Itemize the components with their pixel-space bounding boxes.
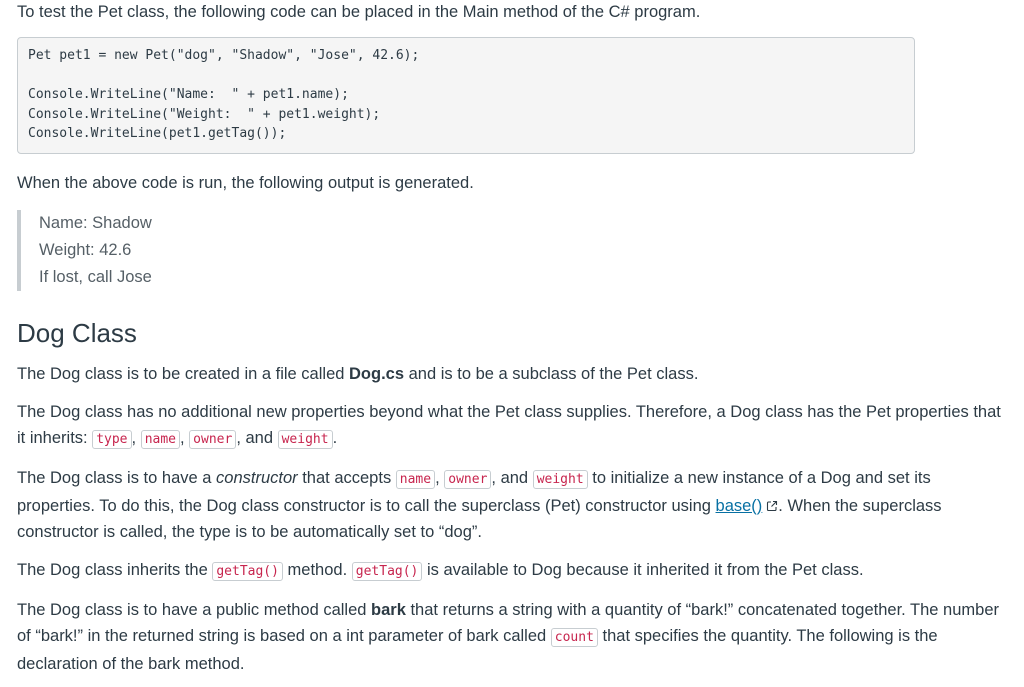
inline-code: name: [141, 430, 180, 449]
inline-code: owner: [189, 430, 236, 449]
code-block: [17, 37, 915, 154]
code-line-blank: [28, 66, 904, 86]
base-link[interactable]: base(): [715, 496, 763, 515]
inline-code: type: [92, 430, 131, 449]
paragraph-file: The Dog class is to be created in a file called Dog.cs and is to be a subclass of the Pet class.: [17, 364, 699, 383]
inline-code: weight: [533, 470, 588, 489]
code-line: Console.WriteLine("Weight: " + pet1.weight);: [28, 106, 381, 122]
emphasis-constructor: constructor: [216, 468, 298, 487]
inline-code: owner: [444, 470, 491, 489]
inline-code: getTag(): [212, 562, 283, 581]
inline-code: count: [551, 628, 598, 647]
code-line: Pet pet1 = new Pet("dog", "Shadow", "Jose", 42.6);: [28, 48, 420, 63]
paragraph-bark: The Dog class is to have a public method called bark that returns a string with a quantity of “bark!” concatenated together. The number of “bark!” in the returned string is based on a int parameter of bark called count that specifies the quantity. The following is the declaration of the bark method.: [17, 600, 1000, 673]
output-blockquote: [17, 210, 1007, 291]
paragraph-constructor: The Dog class is to have a constructor that accepts name , owner , and weight to initialize a new instance of a Dog and set its properties. To do this, the Dog class constructor is to call the superclass (Pet) constructor using base() . When the superclass constructor is called, the type is to be automatically set to “dog”.: [17, 468, 942, 541]
section-heading: Dog Class: [17, 317, 137, 348]
intro-text: To test the Pet class, the following code can be placed in the Main method of the C# program.: [17, 3, 701, 21]
paragraph-gettag: The Dog class inherits the getTag() method. getTag() is available to Dog because it inherited it from the Pet class.: [17, 560, 864, 579]
output-intro-text: When the above code is run, the following output is generated.: [17, 173, 474, 192]
inline-code: weight: [278, 430, 333, 449]
output-line: Name: Shadow: [39, 213, 152, 232]
filename-bold: Dog.cs: [349, 364, 405, 383]
paragraph-properties: The Dog class has no additional new properties beyond what the Pet class supplies. Therefore, a Dog class has the Pet properties that it inherits: type , name , owner , and weight .: [17, 402, 1001, 447]
inline-code: getTag(): [352, 562, 423, 581]
output-line: Weight: 42.6: [39, 240, 132, 259]
code-line: Console.WriteLine("Name: " + pet1.name);: [28, 87, 349, 102]
external-link-icon: [766, 500, 778, 512]
code-line: Console.WriteLine(pet1.getTag());: [28, 126, 287, 141]
inline-code: name: [396, 470, 435, 489]
output-line: If lost, call Jose: [39, 267, 152, 286]
bark-bold: bark: [371, 600, 406, 619]
